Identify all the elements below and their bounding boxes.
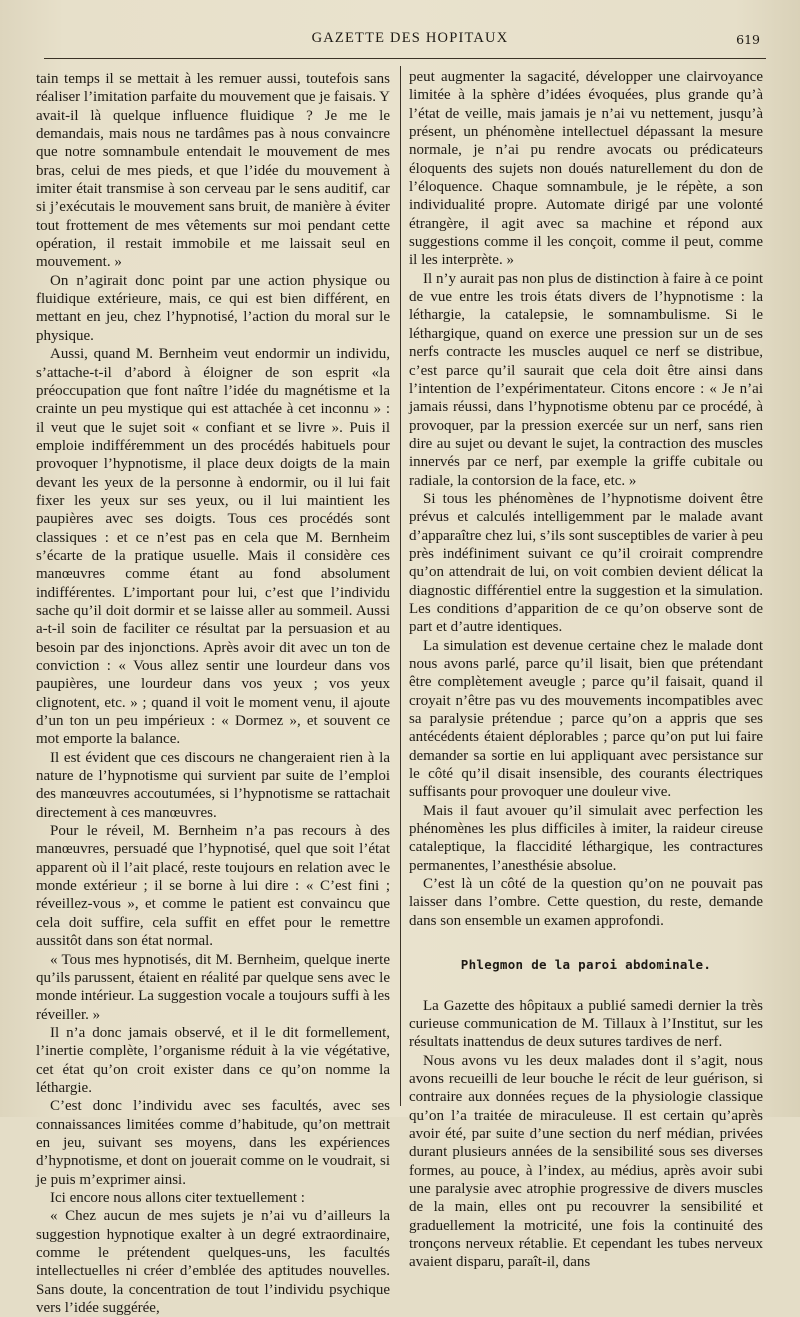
paragraph: Il est évident que ces discours ne changeraient rien à la nature de l’hypnotisme qui survient par suite de l’emploi des manœuvres accoutumées, si l’hypnotisme se rattachait directement à ces manœuvres. <box>36 749 390 821</box>
paragraph: Nous avons vu les deux malades dont il s’agit, nous avons recueilli de leur bouche le récit de leur guérison, si contraire aux données reçues de la physiologie classique qu’on l’a traitée de miraculeuse. Il est certain qu’après avoir été, par suite d’une section du nerf médian, privées durant plusieurs années de la sensibilité sous ses diverses formes, au pouce, à l’index, au médius, après avoir subi une paralysie avec atrophie progressive de divers muscles de la main, elles ont pu recouvrer la sensibilité et graduellement la motricité, une fois la continuité des tronçons nerveux rétablie. Et cependant les tubes nerveux avaient disparu, paraît-il, dans <box>409 1052 763 1271</box>
paragraph: tain temps il se mettait à les remuer aussi, toutefois sans réaliser l’imitation parfaite du mouvement que je faisais. Y avait-il là quelque influence fluidique ? Je me le demandais, mais nous ne tardâmes pas à nous convaincre que notre somnambule entendait le mouvement de mes bras, celui de mes pieds, et que l’idée du mouvement à imiter était transmise à son cerveau par le sens auditif, car si j’exécutais le mouvement sans bruit, de manière à éviter tout frottement de mes vêtements sur moi pendant cette opération, il restait immobile et me laissait seul en mouvement. » <box>36 71 390 271</box>
column-divider <box>400 66 401 1106</box>
paragraph: On n’agirait donc point par une action physique ou fluidique extérieure, mais, ce qui est bien différent, en mettant en jeu, chez l’hypnotisé, l’action du moral sur le physique. <box>36 272 390 344</box>
paragraph: « Chez aucun de mes sujets je n’ai vu d’ailleurs la suggestion hypnotique exalter à un degré extraordinaire, comme le prétendent quelques-uns, les facultés intellectuelles ni créer d’emblée des aptitudes nouvelles. Sans doute, la concentration de tout l’individu psychique vers l’idée suggérée, <box>36 1208 390 1317</box>
paragraph: Si tous les phénomènes de l’hypnotisme doivent être prévus et calculés intelligemment par le malade avant d’apparaître chez lui, s’ils sont susceptibles de varier à peu près indéfiniment suivant ce qu’il croirait comprendre qu’on attendrait de lui, on voit combien devient délicat la diagnostic différentiel entre la suggestion et la simulation. Les conditions d’apparition de ce qu’on observe sont de part et d’autre identiques. <box>409 490 763 636</box>
page-number: 619 <box>736 32 760 47</box>
section-heading: Phlegmon de la paroi abdominale. <box>460 957 712 973</box>
paragraph: Ici encore nous allons citer textuellement : <box>50 1189 305 1206</box>
right-column-bottom <box>409 997 763 1272</box>
right-column <box>409 68 763 1272</box>
paragraph: Aussi, quand M. Bernheim veut endormir un individu, s’attache-t-il d’abord à éloigner de son esprit «la préoccupation que font naître l’idée du magnétisme et la crainte un peu mystique qui est attachée à cet inconnu » : il veut que le sujet soit « confiant et se livre ». Puis il emploie indifféremment un des procédés habituels pour provoquer l’hypnotisme, il place deux doigts de la main devant les yeux de la personne à endormir, ou il lui fait fixer les yeux sur ses yeux, ou il lui maintient les paupières avec ses doigts. Tous ces procédés sont classiques : et ce n’est pas en cela que M. Bernheim s’écarte de la pratique usuelle. Mais il considère ces manœuvres comme étant au fond absolument indifférentes. L’important pour lui, c’est que l’individu sache qu’il doit dormir et se laisse aller au sommeil. Aussi a-t-il soin de faciliter ce résultat par la persuasion et au besoin par des injonctions. Après avoir dit avec un ton de conviction : « Vous allez sentir une lourdeur dans vos paupières, une lourdeur dans vos yeux ; vos yeux clignotent, etc. » ; quand il voit le moment venu, il ajoute d’un ton un peu impérieux : « Dormez », et souvent ce mot emporte la balance. <box>36 346 390 748</box>
paragraph: La Gazette des hôpitaux a publié samedi dernier la très curieuse communication de M. Tillaux à l’Institut, sur les résultats inattendus de deux sutures tardives de nerf. <box>409 997 763 1051</box>
paragraph: La simulation est devenue certaine chez le malade dont nous avons parlé, parce qu’il lisait, bien que prétendant être complètement aveugle ; parce qu’il faisait, quand il croyait n’être pas vu des mouvements incompatibles avec sa paralysie prétendue ; parce qu’on a appris que ses antécédents étaient déplorables ; parce qu’on put lui faire demander sa sortie en lui appliquant avec persistance sur le côté qu’il disait insensible, des courants électriques suffisants pour provoquer une douleur vive. <box>409 637 763 801</box>
paragraph: Il n’y aurait pas non plus de distinction à faire à ce point de vue entre les trois états divers de l’hypnotisme : la léthargie, la catalepsie, le somnambulisme. Si le léthargique, quand on exerce une pression sur un de ses nerfs contracte les muscles auquel ce nerf se distribue, c’est parce qu’il saurait que cela doit être ainsi dans l’intention de l’expérimentateur. Citons encore : « Je n’ai jamais réussi, dans l’hypnotisme obtenu par ce procédé, à provoquer, par la pression exercée sur un nerf, sans rien dire au sujet ou devant le sujet, la contraction des muscles innervés par ce nerf, par exemple la griffe cubitale ou radiale, la contorsion de la face, etc. » <box>409 270 763 489</box>
paragraph: C’est là un côté de la question qu’on ne pouvait pas laisser dans l’ombre. Cette question, du reste, demande dans son ensemble un examen approfondi. <box>409 876 763 929</box>
paragraph: Pour le réveil, M. Bernheim n’a pas recours à des manœuvres, persuadé que l’hypnotisé, quel que soit l’état apparent où il l’ait placé, reste toujours en relation avec le monde extérieur ; il se borne à lui dire : « C’est fini ; réveillez-vous », et comme le patient est convaincu que cela doit suffire, cela suffit en effet pour le remettre aussitôt dans son état normal. <box>36 823 390 950</box>
page-header <box>60 30 760 52</box>
journal-title: GAZETTE DES HOPITAUX <box>311 30 509 46</box>
left-column <box>36 70 390 1317</box>
right-column-top <box>409 68 763 930</box>
paragraph: peut augmenter la sagacité, développer une clairvoyance limitée à la sphère d’idées évoquées, plus grande qu’à l’état de veille, mais jamais je n’ai vu nettement, jusqu’à présent, un phénomène intellectuel dépassant la mesure normale, je n’ai pu rendre avocats ou prédicateurs éloquents des sujets non doués naturellement du don de l’éloquence. Chaque somnambule, je le répète, a son individualité propre. Automate dirigé par une volonté étrangère, il agit avec sa machine et répond aux suggestions comme il les conçoit, comme il peut, comme il les interprète. » <box>409 69 763 269</box>
paragraph: C’est donc l’individu avec ses facultés, avec ses connaissances limitées comme d’habitude, qu’on mettrait en jeu, suivant ses moyens, dans les expériences d’hypnotisme, et dont on jouerait comme on le voudrait, si je puis m’exprimer ainsi. <box>36 1098 390 1188</box>
paragraph: Il n’a donc jamais observé, et il le dit formellement, l’inertie complète, l’organisme réduit à la vie végétative, cet état qu’on croit exister dans ce qu’on nomme la léthargie. <box>36 1024 390 1096</box>
header-rule <box>44 58 766 59</box>
paragraph: « Tous mes hypnotisés, dit M. Bernheim, quelque inerte qu’ils parussent, étaient en réalité par quelque sens avec le monde intérieur. La suggestion vocale a toujours suffi à les réveiller. » <box>36 951 390 1023</box>
paragraph: Mais il faut avouer qu’il simulait avec perfection les phénomènes les plus difficiles à imiter, la raideur cireuse cataleptique, la flaccidité léthargique, les contractures permanentes, l’anesthésie absolue. <box>409 802 763 874</box>
